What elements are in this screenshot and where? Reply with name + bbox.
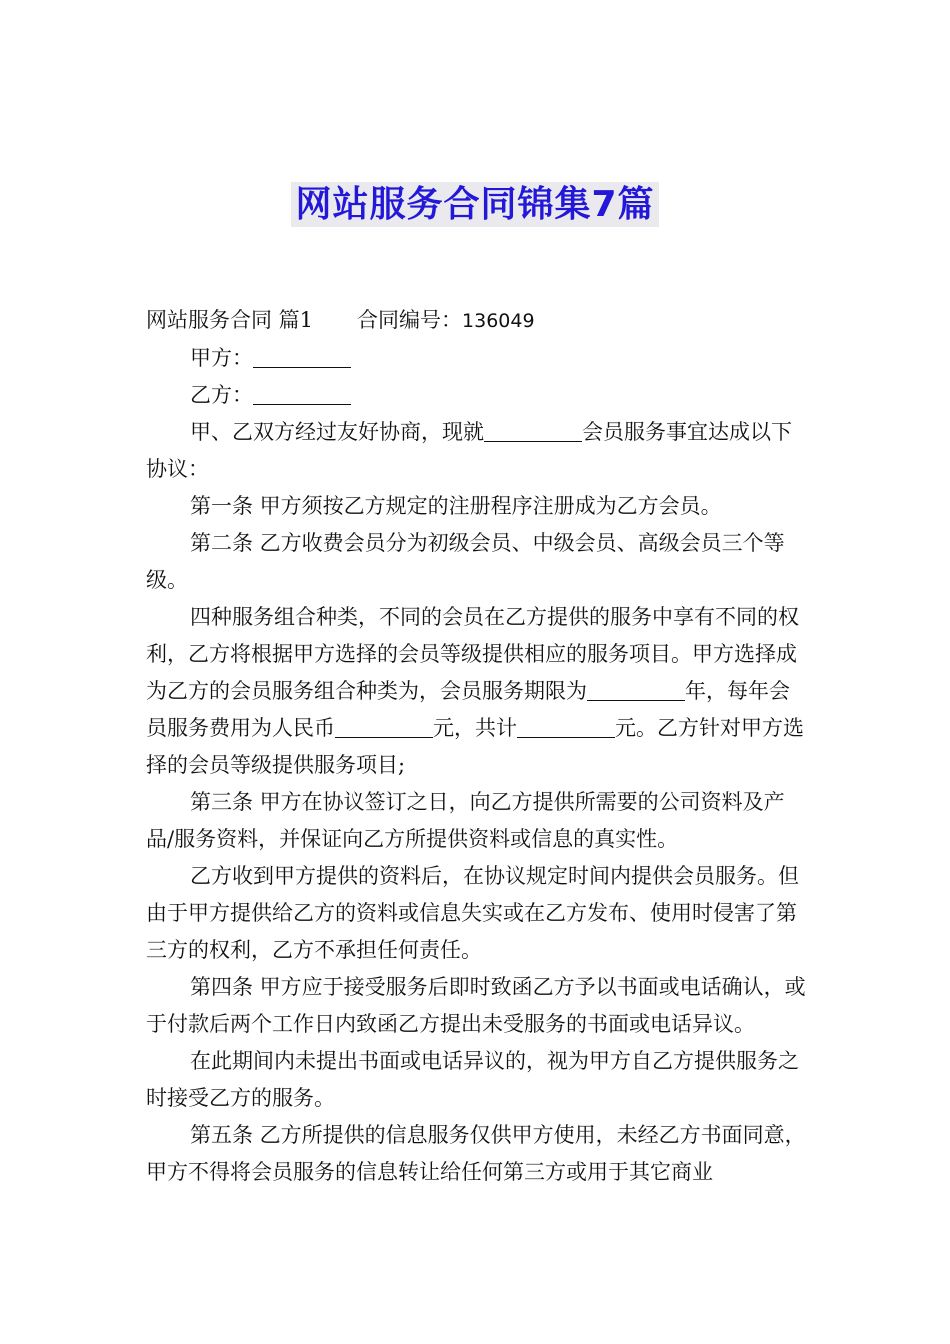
- four-text-a: 四种服务组合种类，不同的会员在乙方提供的服务中享有不同的权利，乙方将根据甲方选择的会员等级提供相应的服务项目。甲方选择成为乙方的会员服务组合种类为，会员服务期限为: [146, 605, 799, 703]
- contract-number-label: 合同编号：: [357, 308, 463, 332]
- contract-heading: 网站服务合同 篇1: [146, 308, 314, 332]
- document-title: [0, 176, 950, 227]
- four-combos-paragraph: [146, 599, 810, 784]
- four-text-c: 元，共计: [433, 716, 517, 740]
- article-5: 第五条 乙方所提供的信息服务仅供甲方使用，未经乙方书面同意，甲方不得将会员服务的信息转让给任何第三方或用于其它商业: [146, 1123, 806, 1184]
- intro-paragraph: [146, 414, 810, 488]
- party-a-line: [146, 340, 810, 377]
- article-3: 第三条 甲方在协议签订之日，向乙方提供所需要的公司资料及产品/服务资料，并保证向乙方所提供资料或信息的真实性。: [146, 790, 785, 851]
- intro-text-b: 会员服务事宜达成以下协议：: [146, 420, 792, 481]
- contract-number-value: 136049: [462, 310, 535, 332]
- party-b-label: 乙方：: [190, 383, 253, 407]
- title-text: 网站服务合同锦集7篇: [291, 182, 658, 227]
- party-a-blank: [253, 345, 351, 368]
- receive-paragraph: 乙方收到甲方提供的资料后，在协议规定时间内提供会员服务。但由于甲方提供给乙方的资料或信息失实或在乙方发布、使用时侵害了第三方的权利，乙方不承担任何责任。: [146, 864, 799, 962]
- period-paragraph: 在此期间内未提出书面或电话异议的，视为甲方自乙方提供服务之时接受乙方的服务。: [146, 1049, 799, 1110]
- intro-text-a: 甲、乙双方经过友好协商，现就: [190, 420, 484, 444]
- party-b-line: [146, 377, 810, 414]
- article-2: 第二条 乙方收费会员分为初级会员、中级会员、高级会员三个等级。: [146, 531, 785, 592]
- contract-heading-line: [146, 302, 810, 340]
- document-body: [146, 302, 810, 1191]
- fee-blank: [335, 715, 433, 738]
- four-text-b: 年，每年会员服务费用为人民币: [146, 679, 790, 740]
- service-blank: [484, 419, 582, 442]
- total-blank: [517, 715, 615, 738]
- party-b-blank: [253, 382, 351, 405]
- term-blank: [587, 678, 685, 701]
- article-1: 第一条 甲方须按乙方规定的注册程序注册成为乙方会员。: [190, 494, 722, 518]
- article-4: 第四条 甲方应于接受服务后即时致函乙方予以书面或电话确认，或于付款后两个工作日内致函乙方提出未受服务的书面或电话异议。: [146, 975, 806, 1036]
- four-text-d: 元。乙方针对甲方选择的会员等级提供服务项目;: [146, 716, 804, 777]
- party-a-label: 甲方：: [190, 346, 253, 370]
